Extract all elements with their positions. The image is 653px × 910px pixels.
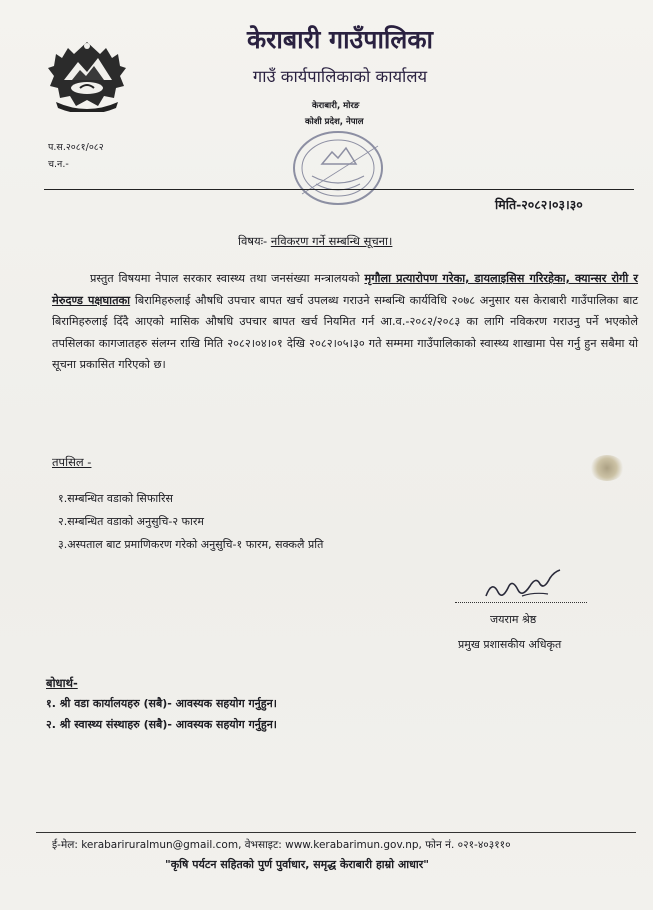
subject-text: नविकरण गर्ने सम्बन्धि सूचना। [270,234,393,248]
address-line-2: कोशी प्रदेश, नेपाल [305,117,364,127]
tapsil-item: २.सम्बन्धित वडाको अनुसुचि-२ फारम [58,515,204,528]
office-seal-stamp [282,124,394,212]
footer-motto: "कृषि पर्यटन सहितको पुर्ण पुर्वाधार, समृद्ध केराबारी हाम्रो आधार" [165,858,429,871]
body-part-2: बिरामिहरुलाई औषधि उपचार बापत खर्च उपलब्ध गराउने सम्बन्धि कार्यविधि २०७८ अनुसार यस केराबारी गाउँपालिका बाट बिरामिहरुलाई दिँदै आएको मासिक औषधि उपचार बापत खर्च नियमित गर्न आ.व.-२०८२/२०८३ का लागि नविकरण गराउनु पर्ने भएकोले तपसिलका कागजातहरु संलग्न राखि मिति २०८२।०४।०१ देखि २०८२।०५।३० गते सम्ममा गाउँपालिकाको स्वास्थ्य शाखामा पेस गर्नु हुन सबैमा यो सूचना प्रकासित गरिएको छ। [52,293,639,371]
tapsil-heading: तपसिल - [52,455,92,469]
signer-title: प्रमुख प्रशासकीय अधिकृत [458,638,562,651]
footer-divider [36,832,636,833]
address-line-1: केराबारी, मोरङ [312,101,360,111]
dispatch-number: च.न.- [48,159,69,170]
reference-number: प.स.२०८१/०८२ [48,142,104,153]
nepal-emblem-logo [44,36,130,112]
bodharth-item: २. श्री स्वास्थ्य संस्थाहरु (सबै)- आवस्यक सहयोग गर्नुहुन। [46,718,277,731]
body-emphasis: मृगौला प्रत्यारोपण गरेका, डायलाइसिस गरिरहेका, क्यान्सर रोगी र मेरुदण्ड पक्षघातका [52,272,638,307]
notice-body [52,268,638,376]
bodharth-item: १. श्री वडा कार्यालयहरु (सबै)- आवस्यक सहयोग गर्नुहुन। [46,697,277,710]
signature-line [455,602,587,603]
footer-contact: ई-मेल: kerabariruralmun@gmail.com, वेभसाइट: www.kerabarimun.gov.np, फोन नं. ०२१-४०३११० [52,839,511,851]
tapsil-item: ३.अस्पताल बाट प्रमाणिकरण गरेको अनुसुचि-१ फारम, सक्कलै प्रति [58,538,324,551]
handwritten-signature [478,566,568,606]
subject-label: विषयः- [238,234,268,248]
header-divider [44,189,634,190]
signer-name: जयराम श्रेष्ठ [490,613,537,626]
bodharth-heading: बोधार्थ- [46,676,78,690]
body-part-1: प्रस्तुत विषयमा नेपाल सरकार स्वास्थ्य तथा जनसंख्या मन्त्रालयको [90,272,360,285]
tapsil-item: १.सम्बन्धित वडाको सिफारिस [58,492,173,505]
subject-line [238,234,392,249]
paper-stain [590,455,624,481]
municipality-title: केराबारी गाउँपालिका [246,25,434,54]
letter-date: मिति-२०८२।०३।३० [495,197,583,212]
office-subtitle: गाउँ कार्यपालिकाको कार्यालय [252,67,428,86]
